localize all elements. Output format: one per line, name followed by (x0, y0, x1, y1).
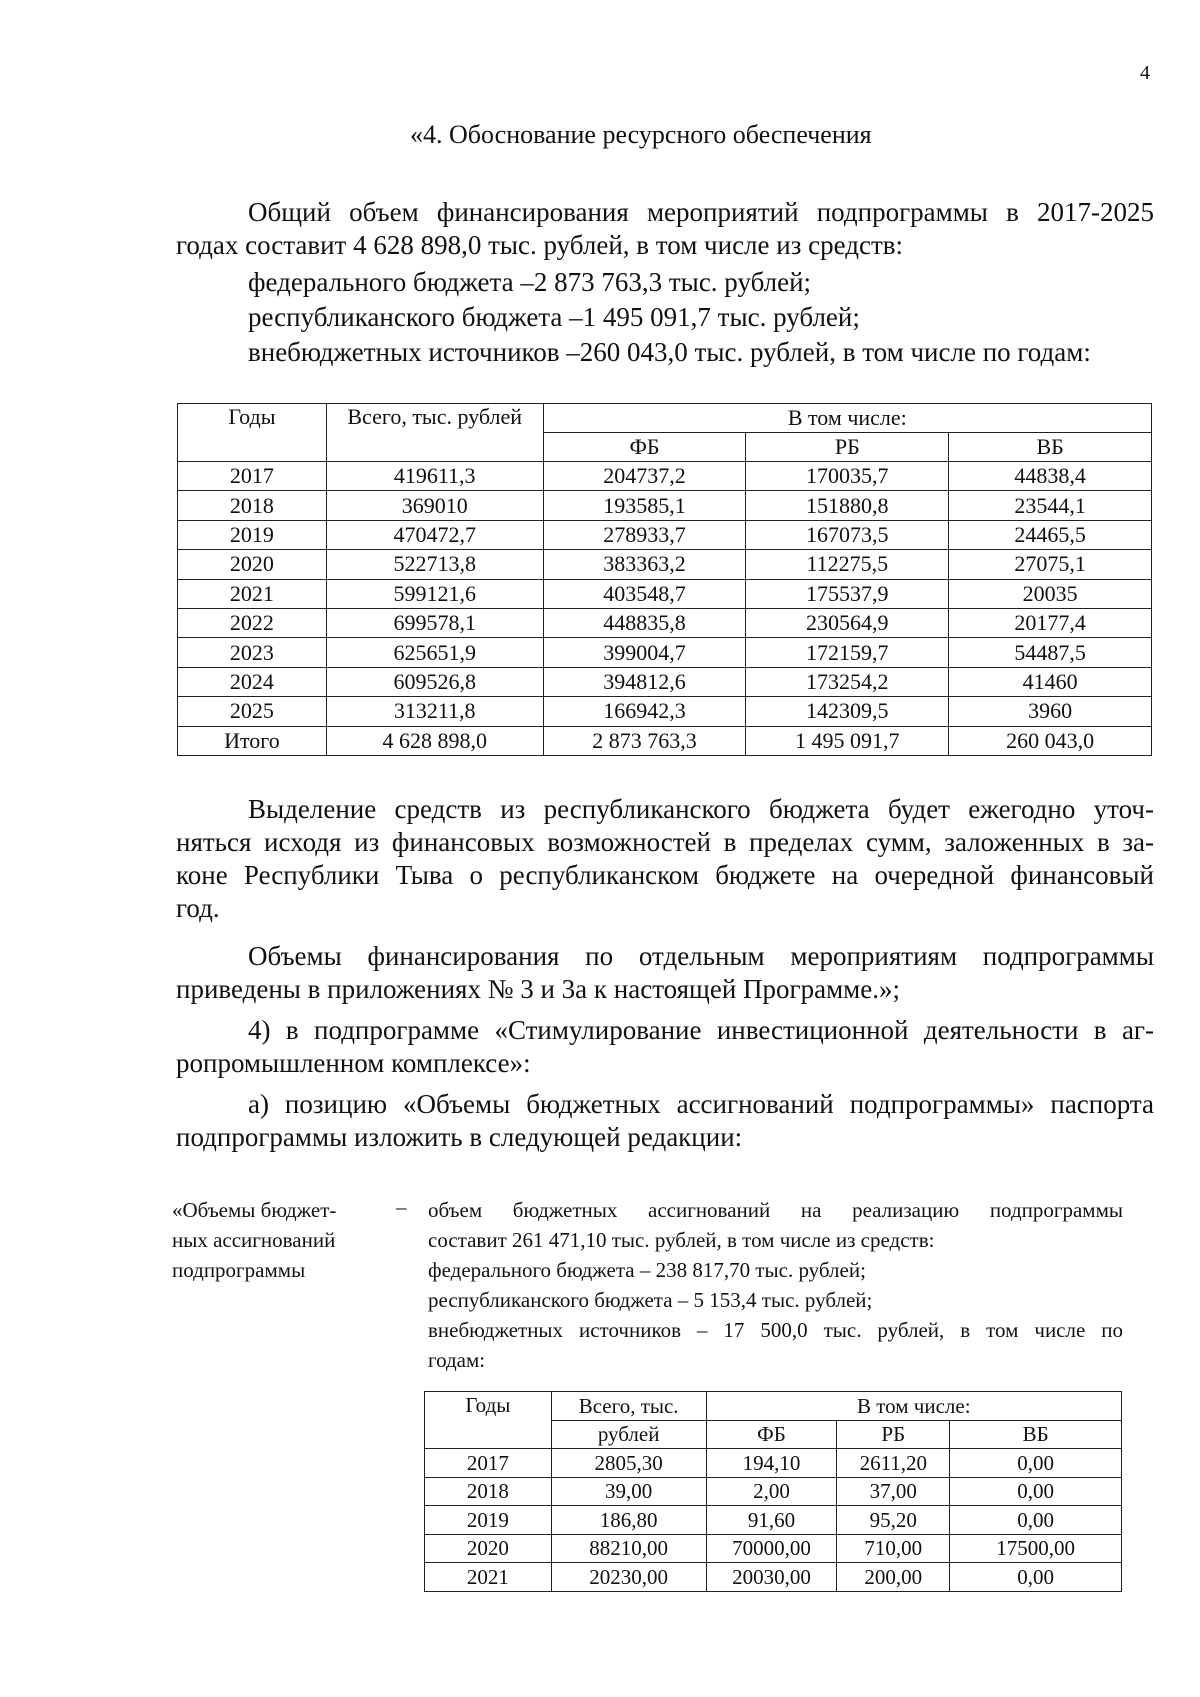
table-cell: 383363,2 (543, 550, 746, 579)
header-vb: ВБ (949, 433, 1152, 462)
table-cell: 17500,00 (950, 1534, 1122, 1563)
allocation-line-3: коне Республики Тыва о республиканском бюджете на очередной финансовый (176, 860, 1154, 890)
table-row (425, 1477, 1122, 1506)
table-cell: 4 628 898,0 (326, 726, 543, 755)
table-row (178, 520, 1152, 549)
table-cell: 170035,7 (746, 462, 949, 491)
table-cell: 2805,30 (551, 1449, 706, 1478)
header-total: Всего, тыс. рублей (326, 404, 543, 462)
table-cell: 403548,7 (543, 579, 746, 608)
t2-header-rb: РБ (837, 1420, 950, 1449)
table-cell: 204737,2 (543, 462, 746, 491)
table-cell: 1 495 091,7 (746, 726, 949, 755)
position-line-2: подпрограммы изложить в следующей редакции: (176, 1122, 743, 1152)
table-cell: 399004,7 (543, 638, 746, 667)
passport-label-line-2: ных ассигнований (172, 1228, 336, 1252)
table-cell: 699578,1 (326, 608, 543, 637)
passport-line-2: составит 261 471,10 тыс. рублей, в том числе из средств: (428, 1228, 935, 1252)
page-number: 4 (1140, 62, 1150, 84)
table-cell: 2020 (425, 1534, 552, 1563)
table-cell: 0,00 (950, 1506, 1122, 1535)
t2-header-years: Годы (425, 1392, 552, 1449)
table-cell: 2025 (178, 697, 327, 726)
allocation-line-4: год. (176, 893, 220, 923)
table-cell: 2017 (178, 462, 327, 491)
table-cell: 470472,7 (326, 520, 543, 549)
table-row (425, 1506, 1122, 1535)
table-cell: 2018 (178, 491, 327, 520)
table-cell: 142309,5 (746, 697, 949, 726)
passport-line-6: годам: (428, 1348, 486, 1372)
paragraph-volumes (176, 940, 1154, 1006)
table-cell: 2024 (178, 667, 327, 696)
table-cell: 24465,5 (949, 520, 1152, 549)
section-heading: «4. Обоснование ресурсного обеспечения (410, 120, 872, 149)
table-cell: 44838,4 (949, 462, 1152, 491)
table-row (425, 1534, 1122, 1563)
table-cell: 2021 (178, 579, 327, 608)
table-cell: 609526,8 (326, 667, 543, 696)
t2-header-total-line-1: Всего, тыс. (551, 1392, 706, 1421)
table-cell: 186,80 (551, 1506, 706, 1535)
table-cell: 39,00 (551, 1477, 706, 1506)
passport-label-line-1: «Объемы бюджет- (172, 1198, 337, 1222)
table-cell: 710,00 (837, 1534, 950, 1563)
table-cell: 2020 (178, 550, 327, 579)
table-cell: 3960 (949, 697, 1152, 726)
passport-dash: – (396, 1195, 407, 1219)
table-cell: 95,20 (837, 1506, 950, 1535)
table-cell: 173254,2 (746, 667, 949, 696)
table-cell: 20230,00 (551, 1563, 706, 1592)
table-cell: 41460 (949, 667, 1152, 696)
table-cell: 20030,00 (706, 1563, 837, 1592)
table-cell: 194,10 (706, 1449, 837, 1478)
header-including: В том числе: (543, 404, 1151, 433)
table-cell: 0,00 (950, 1449, 1122, 1478)
table-cell: 151880,8 (746, 491, 949, 520)
table-cell: 88210,00 (551, 1534, 706, 1563)
table-cell: 2017 (425, 1449, 552, 1478)
table-cell: 2018 (425, 1477, 552, 1506)
table-cell: 166942,3 (543, 697, 746, 726)
table-row (178, 638, 1152, 667)
table-cell: 2019 (425, 1506, 552, 1535)
intro-line-5: внебюджетных источников –260 043,0 тыс. рублей, в том числе по годам: (248, 337, 1091, 367)
table-cell: 278933,7 (543, 520, 746, 549)
table-row (178, 462, 1152, 491)
passport-label-line-3: подпрограммы (172, 1258, 306, 1282)
subprogram-line-2: ропромышленном комплексе»: (176, 1048, 531, 1078)
table-cell: 369010 (326, 491, 543, 520)
table-row (178, 491, 1152, 520)
paragraph-subprogram (176, 1014, 1154, 1080)
table-cell: 0,00 (950, 1563, 1122, 1592)
table-cell: 2021 (425, 1563, 552, 1592)
table-cell: 448835,8 (543, 608, 746, 637)
table-cell: 2,00 (706, 1477, 837, 1506)
header-years: Годы (178, 404, 327, 462)
table-row (425, 1563, 1122, 1592)
intro-line-4: республиканского бюджета –1 495 091,7 тыс. рублей; (248, 302, 860, 332)
table-cell: 112275,5 (746, 550, 949, 579)
table-cell: 599121,6 (326, 579, 543, 608)
volumes-line-2: приведены в приложениях № 3 и 3а к настоящей Программе.»; (176, 974, 900, 1004)
table-cell: 167073,5 (746, 520, 949, 549)
position-line-1: а) позицию «Объемы бюджетных ассигнований подпрограммы» паспорта (248, 1089, 1154, 1119)
table-row (178, 667, 1152, 696)
passport-line-1: объем бюджетных ассигнований на реализацию подпрограммы (428, 1198, 1123, 1222)
table-cell: 313211,8 (326, 697, 543, 726)
table-cell: 70000,00 (706, 1534, 837, 1563)
financing-table-main (177, 403, 1152, 756)
financing-table-passport (424, 1391, 1122, 1592)
table-cell: 20177,4 (949, 608, 1152, 637)
header-fb: ФБ (543, 433, 746, 462)
table-cell: 522713,8 (326, 550, 543, 579)
allocation-line-1: Выделение средств из республиканского бюджета будет ежегодно уточ- (248, 794, 1154, 824)
intro-line-2: годах составит 4 628 898,0 тыс. рублей, в том числе из средств: (176, 230, 904, 260)
table-cell: 0,00 (950, 1477, 1122, 1506)
table-cell: 2 873 763,3 (543, 726, 746, 755)
table-row (178, 550, 1152, 579)
t2-header-total-line-2: рублей (551, 1420, 706, 1449)
t2-header-fb: ФБ (706, 1420, 837, 1449)
table-cell: Итого (178, 726, 327, 755)
intro-line-1: Общий объем финансирования мероприятий подпрограммы в 2017-2025 (248, 197, 1154, 227)
table-cell: 260 043,0 (949, 726, 1152, 755)
table-cell: 2022 (178, 608, 327, 637)
table-cell: 2023 (178, 638, 327, 667)
passport-content (428, 1195, 1123, 1375)
table-cell: 193585,1 (543, 491, 746, 520)
table-cell: 200,00 (837, 1563, 950, 1592)
table-cell: 175537,9 (746, 579, 949, 608)
volumes-line-1: Объемы финансирования по отдельным мероприятиям подпрограммы (248, 941, 1154, 971)
table-row (178, 726, 1152, 755)
intro-paragraph (176, 196, 1154, 262)
passport-line-4: республиканского бюджета – 5 153,4 тыс. рублей; (428, 1288, 873, 1312)
financing-table-passport-body (425, 1449, 1122, 1592)
table-cell: 20035 (949, 579, 1152, 608)
table-cell: 230564,9 (746, 608, 949, 637)
table-cell: 2019 (178, 520, 327, 549)
table-cell: 23544,1 (949, 491, 1152, 520)
table-cell: 27075,1 (949, 550, 1152, 579)
table-row (178, 579, 1152, 608)
intro-line-3: федерального бюджета –2 873 763,3 тыс. рублей; (248, 267, 812, 297)
paragraph-allocation (176, 793, 1154, 925)
table-row (178, 608, 1152, 637)
table-row (178, 697, 1152, 726)
passport-line-3: федерального бюджета – 238 817,70 тыс. рублей; (428, 1258, 866, 1282)
table-cell: 91,60 (706, 1506, 837, 1535)
table-row (425, 1449, 1122, 1478)
table-cell: 419611,3 (326, 462, 543, 491)
table-cell: 394812,6 (543, 667, 746, 696)
financing-table-main-body (178, 462, 1152, 756)
subprogram-line-1: 4) в подпрограмме «Стимулирование инвестиционной деятельности в аг- (248, 1015, 1154, 1045)
paragraph-position (176, 1088, 1154, 1154)
table-cell: 37,00 (837, 1477, 950, 1506)
table-cell: 625651,9 (326, 638, 543, 667)
table-cell: 172159,7 (746, 638, 949, 667)
passport-label (172, 1195, 382, 1285)
t2-header-vb: ВБ (950, 1420, 1122, 1449)
header-rb: РБ (746, 433, 949, 462)
t2-header-including: В том числе: (706, 1392, 1121, 1421)
passport-line-5: внебюджетных источников – 17 500,0 тыс. рублей, в том числе по (428, 1318, 1123, 1342)
allocation-line-2: няться исходя из финансовых возможностей в пределах сумм, заложенных в за- (176, 827, 1154, 857)
table-cell: 54487,5 (949, 638, 1152, 667)
table-cell: 2611,20 (837, 1449, 950, 1478)
